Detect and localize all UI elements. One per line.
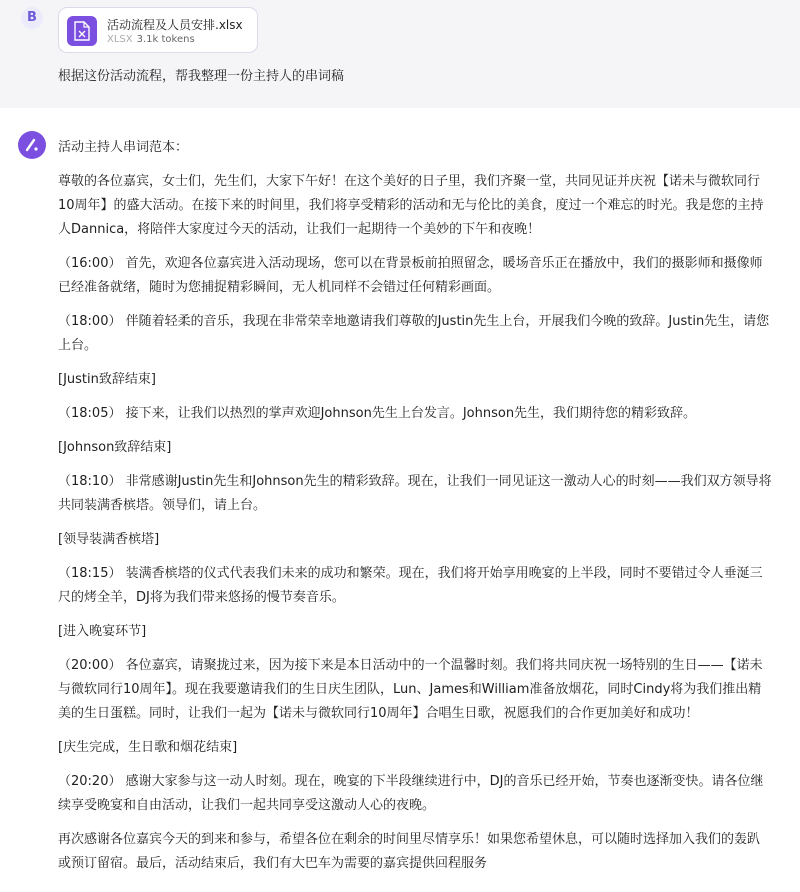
response-paragraph: （16:00） 首先，欢迎各位嘉宾进入活动现场，您可以在背景板前拍照留念，暖场音乐正在播放中，我们的摄影师和摄像师已经准备就绪，随时为您捕捉精彩瞬间，无人机同样不会错过任何精彩画面。 (58, 256, 763, 295)
assistant-logo-icon (25, 138, 39, 152)
response-paragraph: （20:20） 感谢大家参与这一动人时刻。现在，晚宴的下半段继续进行中，DJ的音乐已经开始，节奏也逐渐变快。请各位继续享受晚宴和自由活动，让我们一起共同享受这激动人心的夜晚。 (58, 774, 764, 813)
user-message-text: 根据这份活动流程，帮我整理一份主持人的串词稿 (58, 69, 345, 84)
assistant-avatar (18, 131, 46, 159)
assistant-message-section (0, 108, 800, 892)
attachment-meta (107, 34, 195, 45)
response-stage-note: [领导装满香槟塔] (58, 532, 160, 547)
response-paragraph: 再次感谢各位嘉宾今天的到来和参与，希望各位在剩余的时间里尽情享乐！如果您希望休息，可以随时选择加入我们的轰趴或预订留宿。最后，活动结束后，我们有大巴车为需要的嘉宾提供回程服务 (58, 832, 761, 871)
spreadsheet-file-icon (67, 16, 97, 46)
attachment-file-name: 活动流程及人员安排.xlsx (107, 18, 243, 32)
response-paragraph: （18:10） 非常感谢Justin先生和Johnson先生的精彩致辞。现在，让我们一同见证这一激动人心的时刻——我们双方领导将共同装满香槟塔。领导们，请上台。 (58, 474, 772, 513)
assistant-response (58, 136, 772, 886)
response-stage-note: [Johnson致辞结束] (58, 440, 172, 455)
user-avatar: B (21, 7, 43, 29)
response-heading: 活动主持人串词范本： (58, 140, 189, 155)
response-paragraph: （18:05） 接下来，让我们以热烈的掌声欢迎Johnson先生上台发言。Johnson先生，我们期待您的精彩致辞。 (58, 406, 697, 421)
attachment-token-count: 3.1k tokens (136, 34, 195, 45)
response-paragraph: 尊敬的各位嘉宾，女士们，先生们，大家下午好！在这个美好的日子里，我们齐聚一堂，共同见证并庆祝【诺未与微软同行10周年】的盛大活动。在接下来的时间里，我们将享受精彩的活动和无与伦比的美食，度过一个难忘的时光。我是您的主持人Dannica，将陪伴大家度过今天的活动，让我们一起期待一个美妙的下午和夜晚！ (58, 174, 764, 237)
attachment-card[interactable] (58, 7, 258, 53)
attachment-file-type: XLSX (107, 34, 133, 45)
response-paragraph: （18:00） 伴随着轻柔的音乐，我现在非常荣幸地邀请我们尊敬的Justin先生上台，开展我们今晚的致辞。Justin先生，请您上台。 (58, 314, 770, 353)
response-stage-note: [Justin致辞结束] (58, 372, 156, 387)
user-message-section (0, 0, 800, 108)
response-stage-note: [进入晚宴环节] (58, 624, 147, 639)
response-paragraph: （18:15） 装满香槟塔的仪式代表我们未来的成功和繁荣。现在，我们将开始享用晚宴的上半段，同时不要错过令人垂涎三尺的烤全羊，DJ将为我们带来悠扬的慢节奏音乐。 (58, 566, 763, 605)
response-stage-note: [庆生完成，生日歌和烟花结束] (58, 740, 238, 755)
response-paragraph: （20:00） 各位嘉宾，请聚拢过来，因为接下来是本日活动中的一个温馨时刻。我们将共同庆祝一场特别的生日——【诺未与微软同行10周年】。现在我要邀请我们的生日庆生团队，Lun、James和William准备放烟花，同时Cindy将为我们推出精美的生日蛋糕。同时，让我们一起为【诺未与微软同行10周年】合唱生日歌，祝愿我们的合作更加美好和成功！ (58, 658, 763, 721)
